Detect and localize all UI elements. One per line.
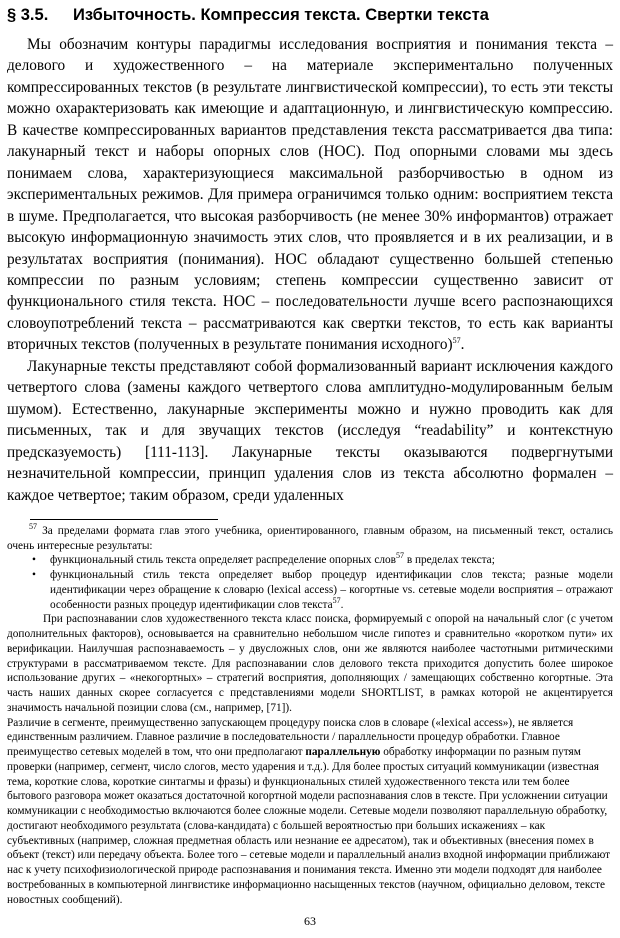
main-text <box>7 34 613 506</box>
footnote-number: 57 <box>29 522 37 532</box>
section-number: § 3.5. <box>7 6 49 24</box>
footnote-ref[interactable]: 57 <box>332 595 341 605</box>
footnote-intro-text: За пределами формата глав этого учебника, ориентированного, главным образом, на письменный текст, остались очень интересные результаты: <box>7 524 613 552</box>
paragraph-2: Лакунарные тексты представляют собой формализованный вариант исключения каждого четвертого слова (замены каждого четвертого слова амплитудно-модулированным белым шумом). Естественно, лакунарные эксперименты можно и нужно проводить как для письменных, так и для звучащих текстов (исследуя “readability” и контекстную предсказуемость) [111-113]. Лакунарные тексты оказываются подвергнутыми незначительной компрессии, принцип удаления слов из текста абсолютно формален – каждое четвертое; таким образом, среди удаленных <box>7 357 613 504</box>
emphasis-word: параллельную <box>305 746 381 759</box>
footnote-paragraph-2 <box>7 716 613 908</box>
bullet-1-tail: в пределах текста; <box>404 554 495 567</box>
paragraph-1 <box>7 34 613 356</box>
footnote-block <box>7 524 613 908</box>
paragraph-1-text: Мы обозначим контуры парадигмы исследования восприятия и понимания текста – делового и художественного – на материале экспериментально полученных компрессированных текстов (в результате лингвистической компрессии), то есть эти тексты можно охарактеризовать как имеющие и адаптационную, и лингвистическую компрессию. В качестве компрессированных вариантов представления текста рассматривается два типа: лакунарный текст и наборы опорных слов (НОС). Под опорными словами мы здесь понимаем слова, характеризующиеся максимальной разборчивостью в одном из экспериментальных режимов. Для примера ограничимся только одним: восприятием текста в шуме. Предполагается, что высокая разборчивость (не менее 30% информантов) отражает высокую информационную значимость этих слов, что проявляется и в их реализации, и в результатах восприятия (понимания). НОС обладают существенно большей степенью компрессии по разным условиям; степень компрессии существенно зависит от функционального стиля текста. НОС – последовательности лучше всего распознающихся словоупотреблений текста – рассматриваются как свертки текстов, то есть как варианты вторичных текстов (полученных в результате понимания исходного) <box>7 36 613 354</box>
page-number: 63 <box>304 914 316 928</box>
footnote-intro <box>7 524 613 554</box>
paragraph-1-end: . <box>460 336 465 354</box>
footnote-paragraph-2-start: Различие в сегменте, преимущественно запускающем процедуру поиска слов в словаре («lexical access»), не является единственным различием. Главное различие в последовательности / параллельности процедур обработки. Главное преимущество сетевых моделей в том, что они предполагают <box>7 716 574 759</box>
section-heading <box>7 4 613 26</box>
bullet-icon: • <box>32 554 36 567</box>
footnote-ref[interactable]: 57 <box>452 336 461 346</box>
list-item <box>7 553 613 568</box>
list-item <box>7 568 613 612</box>
bullet-1-text: функциональный стиль текста определяет распределение опорных слов <box>50 554 396 567</box>
footnote-list <box>7 553 613 612</box>
footnote-paragraph-1: При распознавании слов художественного текста класс поиска, формируемый с опорой на начальный слог (с учетом дополнительных факторов), основывается на сравнительно небольшом числе гипотез и сравнительно «коротком пути» их верификации. Наилучшая распознаваемость – у двусложных слов, они же являются наиболее частотными ритмическими структурами в рассматриваемом тексте. Для распознавании слов делового текста приходится допустить более широкое использование других – «некогортных» – стратегий восприятия, дополняющих / замещающих собственно когортные. Эта часть наших данных скорее согласуется с представлениями модели SHORTLIST, в рамках которой не акцентируется значимость начальной позиции слова (см., например, [71]). <box>7 613 613 714</box>
bullet-2-tail: . <box>340 598 344 611</box>
section-title: Избыточность. Компрессия текста. Свертки текста <box>73 6 489 24</box>
bullet-icon: • <box>32 569 36 582</box>
footnote-paragraph-2-rest: обработку информации по разным путям проверки (например, сегмент, число слогов, место ударения и т.д.). Для более простых ситуаций коммуникации (известная тема, короткие слова, короткие синтагмы и фразы) и функциональных стилей художественного текста или тем более бытового разговора может оказаться достаточной когортной модели распознавания слов в тексте. При усложнении ситуации коммуникации с необходимостью включаются более сложные модели. Сетевые модели позволяют параллельную обработку, достигают необходимого результата (слова-кандидата) с большей вероятностью при больших искажениях – как субъективных (например, сложная предметная область или незнание ее адресатом), так и объективных (внесения помех в объект (текст) или передачу объекта. Более того – сетевые модели и параллельный анализ входной информации приближают нас к учету психофизиологической природе распознавания и понимания текста. Именно эти модели подходят для наиболее востребованных в компьютерной лингвистике информационно насыщенных текстов (научном, официально деловом, тексте новостных сообщений). <box>7 746 611 906</box>
footnote-separator <box>30 519 218 520</box>
bullet-2-text: функциональный стиль текста определяет выбор процедур идентификации слов текста; разные модели идентификации через обращение к словарю (lexical access) – когортные vs. сетевые модели восприятия – отражают особенности разных процедур идентификации слов текста <box>50 569 613 611</box>
footnote-ref[interactable]: 57 <box>396 551 404 561</box>
